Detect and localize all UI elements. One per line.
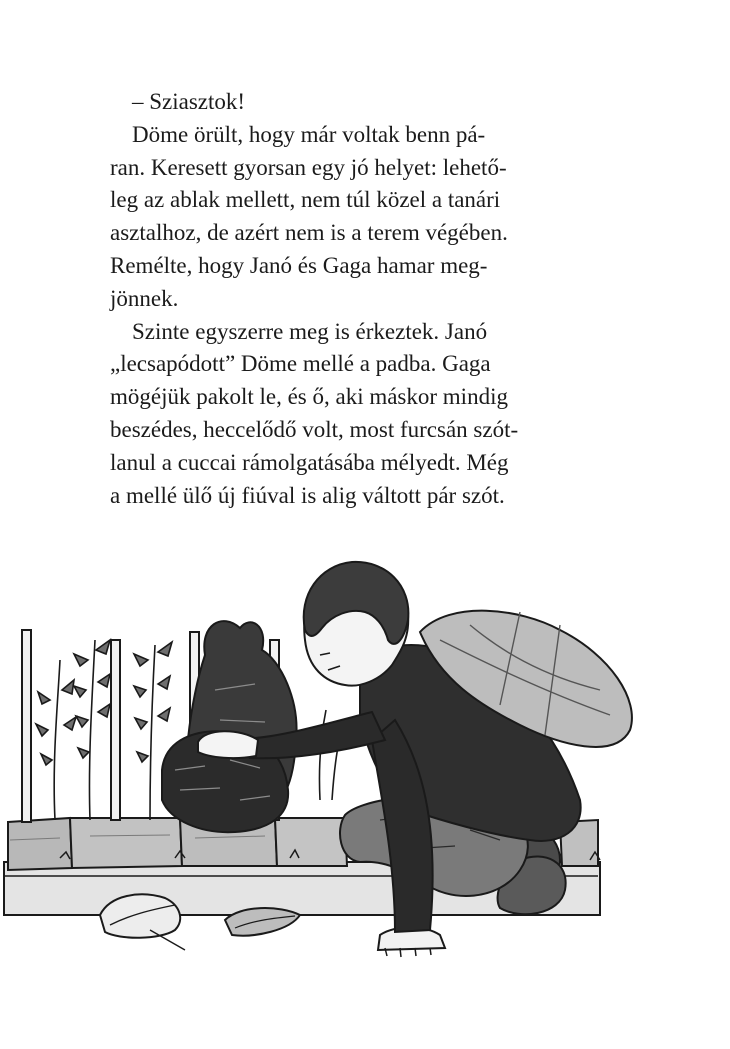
- text-line: lanul a cuccai rámolgatásába mélyedt. Még: [110, 449, 509, 475]
- illustration-boy-with-cat: [0, 548, 730, 1028]
- text-line: Szinte egyszerre meg is érkeztek. Janó: [132, 318, 488, 344]
- text-line: – Sziasztok!: [132, 89, 246, 114]
- text-line: asztalhoz, de azért nem is a terem végében.: [110, 220, 508, 246]
- text-line: leg az ablak mellett, nem túl közel a tanári: [110, 187, 501, 213]
- text-line: mögéjük pakolt le, és ő, aki máskor mindig: [110, 384, 508, 410]
- text-line: a mellé ülő új fiúval is alig váltott pár szót.: [110, 482, 505, 508]
- text-line: „lecsapódott” Döme mellé a padba. Gaga: [110, 351, 491, 377]
- text-line: jönnek.: [110, 285, 179, 311]
- text-line: beszédes, heccelődő volt, most furcsán szót-: [110, 416, 519, 442]
- text-line: Remélte, hogy Janó és Gaga hamar meg-: [110, 252, 488, 278]
- text-line: ran. Keresett gyorsan egy jó helyet: lehető-: [110, 154, 507, 180]
- text-line: Döme örült, hogy már voltak benn pá-: [132, 121, 486, 147]
- body-text: [110, 86, 622, 512]
